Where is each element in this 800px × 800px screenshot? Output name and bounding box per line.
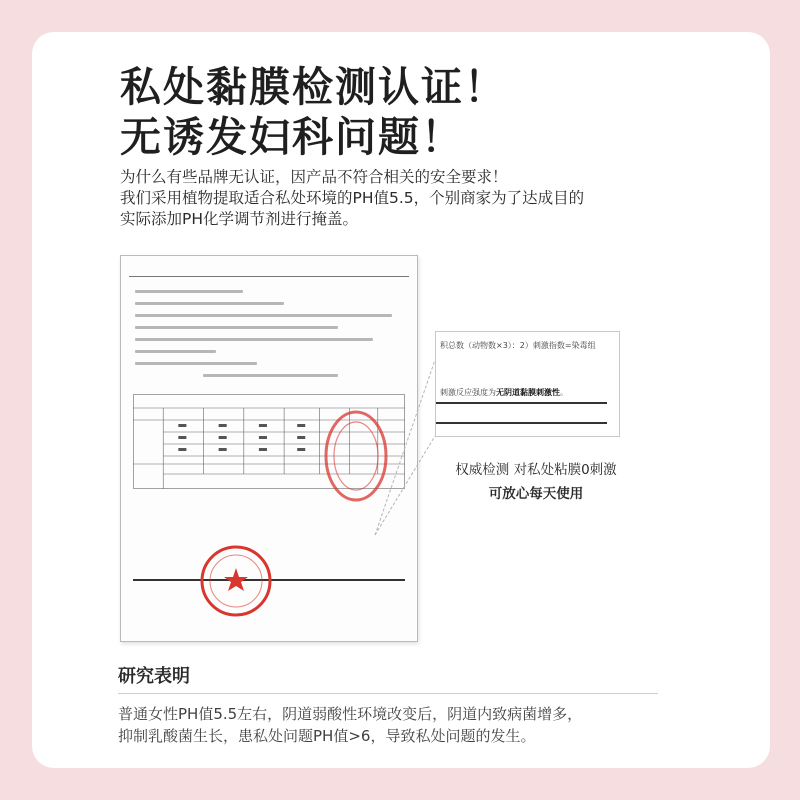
zoom-text-line-1: 积总数（动物数×3）：2）刺激指数=染毒组 xyxy=(440,341,596,350)
intro-text xyxy=(120,167,584,230)
red-stamp-icon xyxy=(321,408,391,504)
callout-line-1: 权威检测 对私处粘膜0刺激 xyxy=(455,462,617,478)
intro-line-2: 我们采用植物提取适合私处环境的PH值5.5，个别商家为了达成目的 xyxy=(120,189,585,207)
report-text-lines xyxy=(135,290,405,386)
callout-line-2: 可放心每天使用 xyxy=(488,486,584,502)
report-header-bar xyxy=(129,264,409,277)
headline xyxy=(120,62,507,162)
official-seal-icon xyxy=(199,544,273,618)
report-zoom-detail xyxy=(435,331,620,437)
zoom-rule xyxy=(436,402,607,404)
headline-line-2: 无诱发妇科问题！ xyxy=(120,113,464,161)
research-title: 研究表明 xyxy=(118,666,190,687)
research-body xyxy=(118,703,582,747)
headline-line-1: 私处黏膜检测认证！ xyxy=(120,63,507,111)
zoom-text-line-2: 刺激反应强度为无阴道黏膜刺激性。 xyxy=(440,388,568,397)
certification-callout xyxy=(436,458,636,506)
research-line-2: 抑制乳酸菌生长，患私处问题PH值>6，导致私处问题的发生。 xyxy=(118,727,536,745)
section-divider xyxy=(118,693,658,694)
intro-line-1: 为什么有些品牌无认证，因产品不符合相关的安全要求！ xyxy=(120,168,508,186)
research-line-1: 普通女性PH值5.5左右，阴道弱酸性环境改变后，阴道内致病菌增多， xyxy=(118,705,583,723)
zoom-rule-2 xyxy=(436,422,607,424)
test-report-document xyxy=(120,255,418,642)
intro-line-3: 实际添加PH化学调节剂进行掩盖。 xyxy=(120,210,359,228)
